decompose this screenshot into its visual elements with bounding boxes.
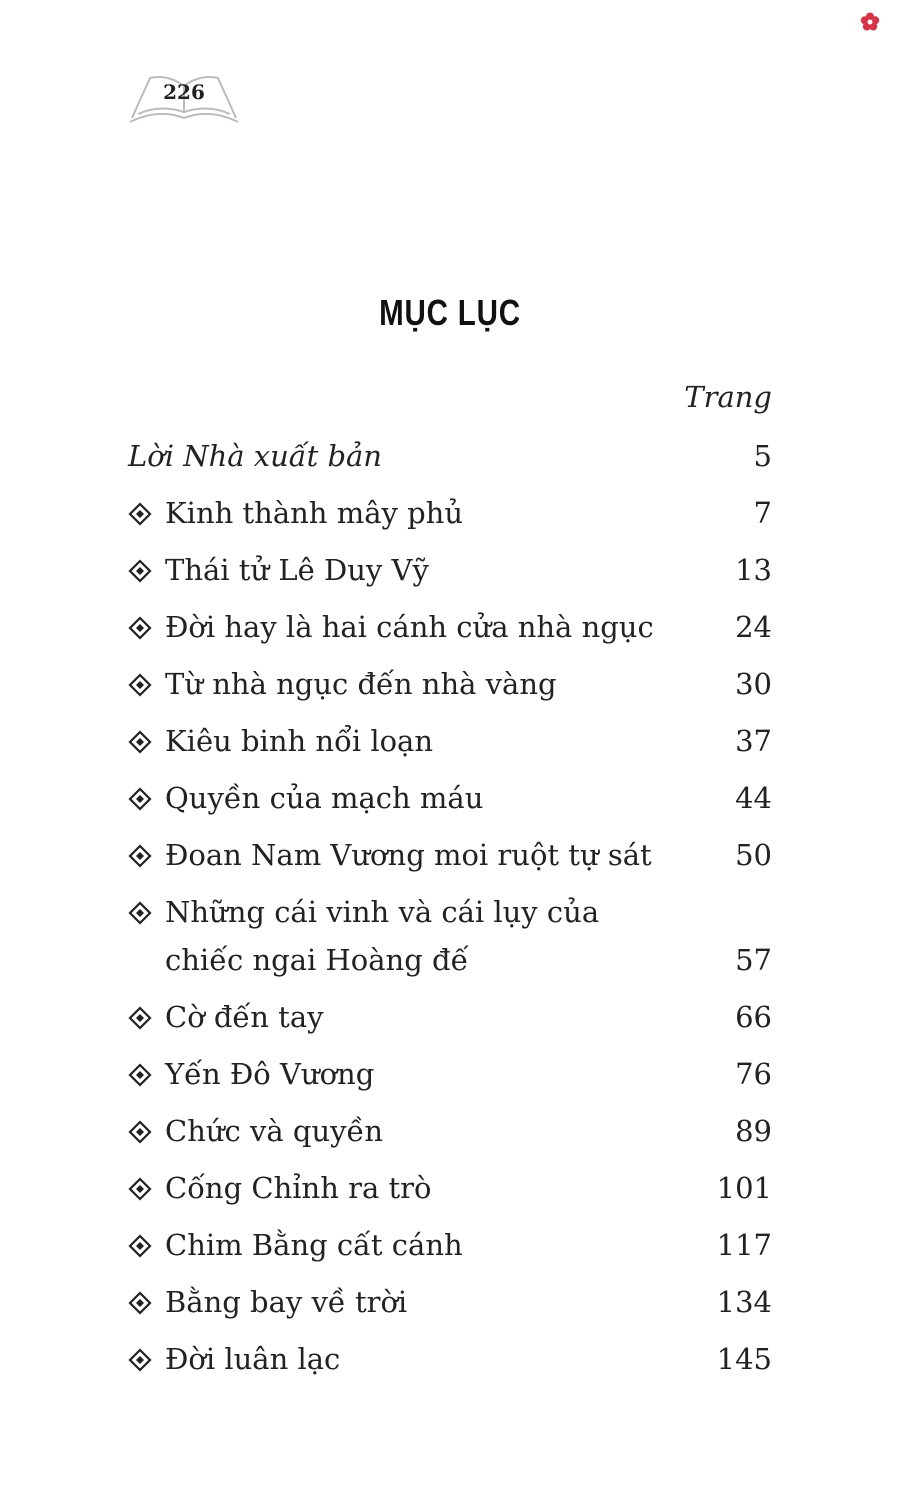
toc-entry-page: 24 [735, 610, 772, 644]
toc-entry-page: 5 [753, 439, 772, 473]
toc-entry-title-group [128, 884, 645, 989]
flower-logo-icon [860, 12, 880, 32]
toc-entry-page: 101 [716, 1171, 772, 1205]
toc-entry-title: Chức và quyền [165, 1114, 384, 1148]
toc-entry[interactable] [128, 656, 772, 713]
toc-entry[interactable] [128, 485, 772, 542]
toc-entry-title-group [128, 428, 382, 485]
toc-entry-title-group [128, 827, 652, 884]
toc-entry-page: 44 [735, 781, 772, 815]
toc-entry[interactable] [128, 1046, 772, 1103]
toc-entry-title: Cống Chỉnh ra trò [165, 1171, 432, 1205]
toc-entry-page: 117 [716, 1228, 772, 1262]
diamond-bullet-icon [128, 989, 165, 1046]
diamond-bullet-icon [128, 1217, 165, 1274]
diamond-bullet-icon [128, 770, 165, 827]
toc-entry-page: 89 [735, 1114, 772, 1148]
toc-entry-title-group [128, 1160, 431, 1217]
toc-entry-page: 13 [735, 553, 772, 587]
toc-entry-title: Từ nhà ngục đến nhà vàng [165, 667, 557, 701]
toc-entry[interactable] [128, 1103, 772, 1160]
toc-entry-title: Đời luân lạc [165, 1342, 341, 1376]
toc-entry-title-group [128, 485, 463, 542]
toc-entry-page: 145 [716, 1342, 772, 1376]
page-column-label: Trang [684, 380, 772, 414]
toc-entry-title-group [128, 1274, 407, 1331]
toc-entry-page: 50 [735, 838, 772, 872]
toc-entry-title: Đời hay là hai cánh cửa nhà ngục [165, 610, 654, 644]
toc-entry-page: 37 [735, 724, 772, 758]
diamond-bullet-icon [128, 542, 165, 599]
diamond-bullet-icon [128, 1331, 165, 1388]
diamond-bullet-icon [128, 713, 165, 770]
toc-entry-title: Quyền của mạch máu [165, 781, 484, 815]
diamond-bullet-icon [128, 1160, 165, 1217]
toc-entry-title: Bằng bay về trời [165, 1285, 408, 1319]
toc-entry-title-group [128, 713, 433, 770]
toc-entry-title-group [128, 542, 429, 599]
toc-entry-page: 7 [753, 496, 772, 530]
diamond-bullet-icon [128, 827, 165, 884]
toc-entry-title-group [128, 1103, 383, 1160]
toc-entry-title-group [128, 656, 557, 713]
toc-entry-page: 57 [735, 943, 772, 977]
toc-entry[interactable] [128, 770, 772, 827]
toc-entry-title: Kiêu binh nổi loạn [165, 724, 434, 758]
toc-entry-title: Kinh thành mây phủ [165, 496, 464, 530]
toc-entry[interactable] [128, 599, 772, 656]
toc-entry-title: Đoan Nam Vương moi ruột tự sát [165, 838, 652, 872]
toc-entry-title-group [128, 770, 483, 827]
toc-entry-title: Cờ đến tay [165, 1000, 324, 1034]
toc-entry[interactable] [128, 1217, 772, 1274]
toc-entry[interactable] [128, 884, 772, 989]
toc-entry-title-group [128, 989, 324, 1046]
page-number-badge [128, 72, 240, 128]
toc-entry[interactable] [128, 1331, 772, 1388]
toc-entry-page: 76 [735, 1057, 772, 1091]
toc-entry-title-group [128, 599, 654, 656]
toc-entry-page: 30 [735, 667, 772, 701]
toc-entry-title: Yến Đô Vương [165, 1057, 375, 1091]
diamond-bullet-icon [128, 1046, 165, 1103]
diamond-bullet-icon [128, 1274, 165, 1331]
toc-entry[interactable] [128, 542, 772, 599]
diamond-bullet-icon [128, 884, 165, 941]
toc-entry-title-group [128, 1046, 374, 1103]
toc-entry[interactable] [128, 428, 772, 485]
toc-entry[interactable] [128, 1274, 772, 1331]
page-number: 226 [163, 80, 205, 104]
toc-entry[interactable] [128, 1160, 772, 1217]
toc-entry-title: Những cái vinh và cái lụy của chiếc ngai Hoàng đế [165, 895, 600, 977]
toc-entry-title: Thái tử Lê Duy Vỹ [165, 553, 429, 587]
page-title: MỤC LỤC [379, 292, 521, 333]
diamond-bullet-icon [128, 1103, 165, 1160]
table-of-contents [128, 428, 772, 1388]
toc-entry-title-group [128, 1331, 340, 1388]
toc-entry[interactable] [128, 989, 772, 1046]
toc-entry-page: 66 [735, 1000, 772, 1034]
toc-entry[interactable] [128, 713, 772, 770]
toc-entry-title-group [128, 1217, 463, 1274]
toc-entry-page: 134 [716, 1285, 772, 1319]
diamond-bullet-icon [128, 656, 165, 713]
toc-entry-title: Lời Nhà xuất bản [128, 439, 382, 473]
diamond-bullet-icon [128, 485, 165, 542]
toc-entry[interactable] [128, 827, 772, 884]
toc-entry-title: Chim Bằng cất cánh [165, 1228, 463, 1262]
diamond-bullet-icon [128, 599, 165, 656]
